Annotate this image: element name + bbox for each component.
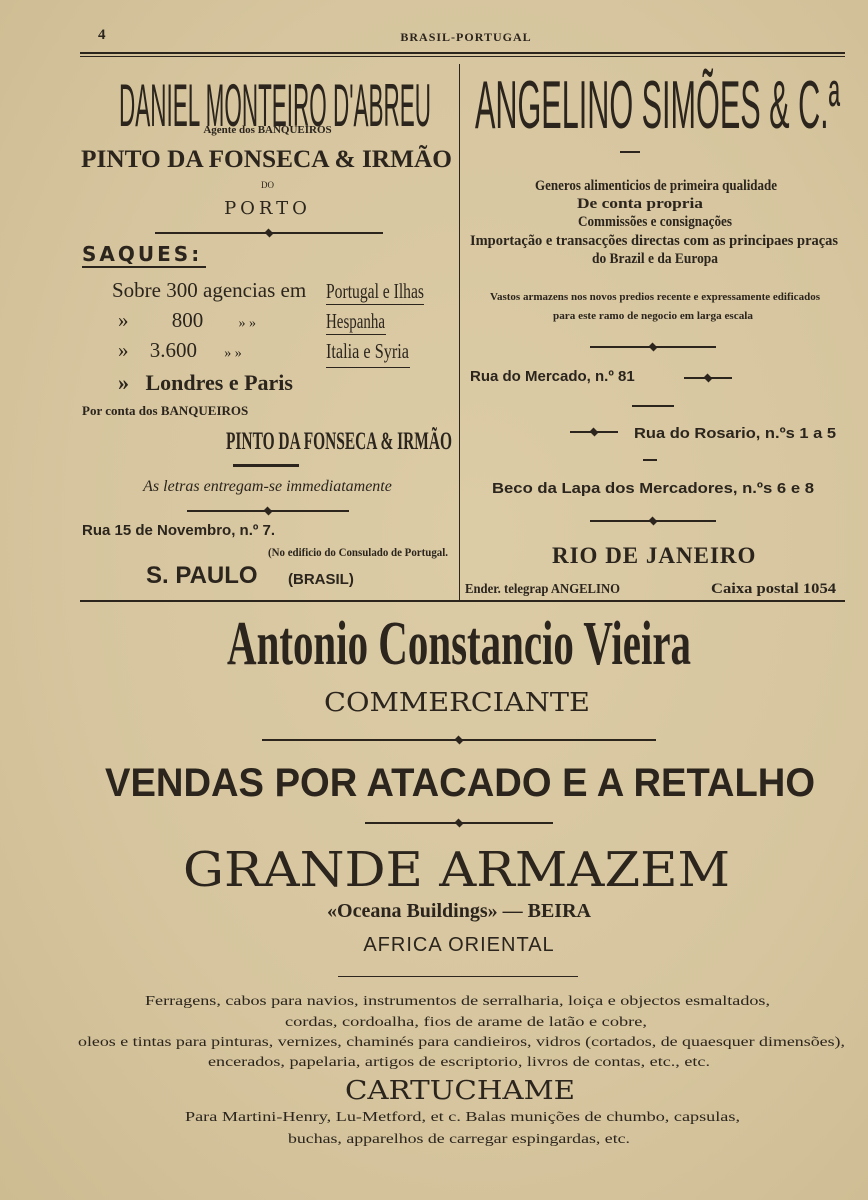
double-rule xyxy=(233,464,299,467)
advertiser-name-box xyxy=(226,606,694,676)
address-rosario: Rua do Rosario, n.ºs 1 a 5 xyxy=(634,425,836,442)
saques-row xyxy=(118,338,242,363)
advertiser-name: Antonio Constancio Vieira xyxy=(227,610,691,678)
warehouse-line: Vastos armazens nos novos predios recente e expressamente edificados xyxy=(490,291,821,303)
ammo-line: Para Martini-Henry, Lu-Metford, et c. Balas munições de chumbo, capsulas, xyxy=(185,1110,740,1125)
slogan-box xyxy=(103,758,817,804)
advertiser-name-box xyxy=(474,64,842,143)
role: COMMERCIANTE xyxy=(324,688,590,718)
london-paris: » Londres e Paris xyxy=(118,370,293,395)
address-beco: Beco da Lapa dos Mercadores, n.ºs 6 e 8 xyxy=(492,480,814,497)
section-rule xyxy=(80,600,845,602)
service-line: Commissões e consignações xyxy=(578,214,733,230)
row-sep: » » xyxy=(238,316,256,331)
rule xyxy=(338,976,578,977)
country: (BRASIL) xyxy=(288,571,354,588)
row-place: Italia e Syria xyxy=(326,339,410,363)
goods-line: oleos e tintas para pinturas, vernizes, chaminés para candieiros, vidros (cortados, de quaesquer dimensões), xyxy=(78,1035,845,1050)
saques-heading: SAQUES: xyxy=(82,242,206,268)
ornament-divider xyxy=(590,517,716,525)
underline xyxy=(326,334,386,335)
dash xyxy=(620,151,640,153)
newspaper-title: BRASIL-PORTUGAL xyxy=(400,30,532,44)
ornament-divider xyxy=(187,507,349,515)
ornament-divider xyxy=(155,229,383,237)
region: AFRICA ORIENTAL xyxy=(363,934,555,956)
ammo-line: buchas, apparelhos de carregar espingardas, etc. xyxy=(288,1132,630,1147)
address-beco-box xyxy=(492,477,816,499)
agent-line: Agente dos BANQUEIROS xyxy=(203,124,332,136)
store-building: «Oceana Buildings» — BEIRA xyxy=(327,900,591,922)
ammo-title-box xyxy=(343,1074,577,1106)
underline xyxy=(326,367,410,368)
underline xyxy=(326,304,424,305)
header-rule xyxy=(80,52,845,54)
service-line: Generos alimenticios de primeira qualidade xyxy=(535,178,778,194)
goods-line: cordas, cordoalha, fios de arame de latão e cobre, xyxy=(285,1015,647,1030)
dash xyxy=(643,459,657,461)
ornament-divider xyxy=(365,819,553,827)
page-number: 4 xyxy=(98,27,106,43)
ornament-pointer xyxy=(684,374,732,382)
saques-row xyxy=(118,308,256,333)
telegraph-address: Ender. telegrap ANGELINO xyxy=(465,582,621,597)
dash xyxy=(632,405,674,407)
row-prefix: » xyxy=(118,308,129,332)
store-name-box xyxy=(181,840,733,896)
goods-list xyxy=(76,990,848,1074)
header-rule-thin xyxy=(80,56,845,57)
saques-row xyxy=(112,278,306,303)
advertiser-name: DANIEL MONTEIRO D'ABREU xyxy=(119,72,431,139)
row-prefix: » xyxy=(118,338,129,362)
services-list xyxy=(470,174,840,270)
city-porto: PORTO xyxy=(224,198,311,219)
bank-name-box xyxy=(80,142,454,174)
row-sep: » » xyxy=(224,346,242,361)
warehouse-line: para este ramo de negocio em larga escala xyxy=(553,310,754,322)
row-place: Portugal e Ilhas xyxy=(326,279,424,303)
row-place-box xyxy=(326,338,412,366)
column-divider xyxy=(459,64,460,600)
row-place: Hespanha xyxy=(326,309,386,333)
warehouse-note xyxy=(470,288,840,324)
ornament-divider xyxy=(262,736,656,744)
city-rio: RIO DE JANEIRO xyxy=(552,543,757,568)
service-line: do Brazil e da Europa xyxy=(592,251,719,267)
letras-line: As letras entregam-se immediatamente xyxy=(143,478,392,495)
telegraph-box xyxy=(465,578,623,598)
advertiser-name: ANGELINO SIMÕES & C.ª xyxy=(475,67,841,143)
address-mercado: Rua do Mercado, n.º 81 xyxy=(470,368,635,385)
ornament-divider xyxy=(590,343,716,351)
bank-name-2: PINTO DA FONSECA & IRMÃO xyxy=(226,428,593,455)
ammo-list xyxy=(183,1106,743,1150)
row-amount: 800 xyxy=(171,308,204,332)
city-sao-paulo: S. PAULO xyxy=(146,562,258,589)
por-conta: Por conta dos BANQUEIROS xyxy=(82,403,249,418)
bank-name-2-box xyxy=(226,424,593,456)
row-prefix: Sobre xyxy=(112,278,161,302)
service-line: Importação e transacções directas com as principaes praças xyxy=(470,233,839,249)
address: Rua 15 de Novembro, n.º 7. xyxy=(82,522,276,539)
service-line: De conta propria xyxy=(577,196,704,212)
postbox-box xyxy=(711,578,839,598)
building-note: (No edificio do Consulado de Portugal. xyxy=(268,545,448,559)
goods-line: encerados, papelaria, artigos de escriptorio, livros de contas, etc., etc. xyxy=(208,1055,710,1070)
slogan: VENDAS POR ATACADO E A RETALHO xyxy=(105,761,815,805)
row-amount: 3.600 xyxy=(149,338,197,362)
row-place-box xyxy=(326,278,426,306)
postbox: Caixa postal 1054 xyxy=(711,581,837,597)
address-rosario-box xyxy=(634,422,838,444)
bank-name: PINTO DA FONSECA & IRMÃO xyxy=(81,146,448,173)
row-place-box xyxy=(326,308,388,336)
building-note-box xyxy=(268,544,450,560)
do-label: DO xyxy=(261,180,274,190)
row-amount: 300 agencias em xyxy=(166,278,307,302)
ornament-pointer xyxy=(570,428,618,436)
ammo-title: CARTUCHAME xyxy=(345,1076,575,1106)
store-name: GRANDE ARMAZEM xyxy=(183,842,730,898)
role-box xyxy=(322,686,594,718)
goods-line: Ferragens, cabos para navios, instrumentos de serralharia, loiça e objectos esmaltados, xyxy=(145,994,770,1009)
